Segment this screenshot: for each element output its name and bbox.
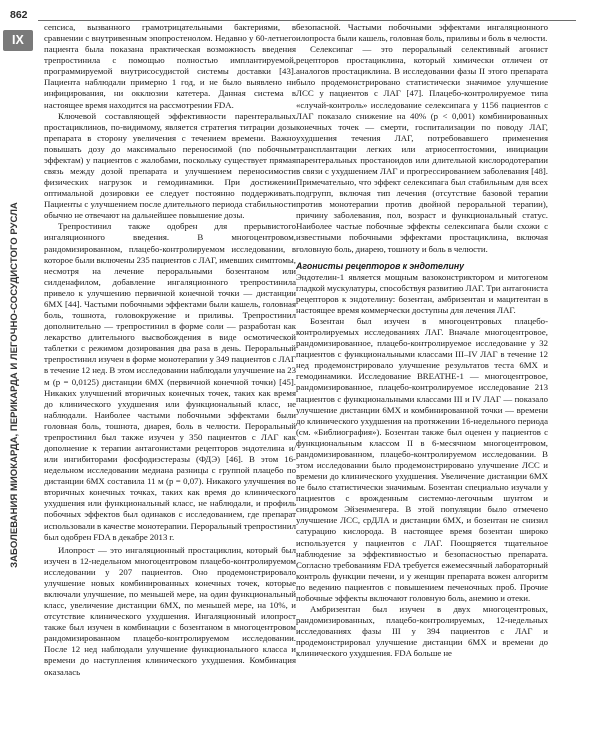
paragraph: Эндотелин-1 является мощным вазоконстриктором и митогеном гладкой мускулатуры, способствуя развитию ЛАГ. Три антагониста рецепторов к эндотелину: бозентан, амбризентан и мацитентан в настоящее время коммерчески доступны для лечения ЛАГ. — [296, 271, 548, 315]
paragraph: Ключевой составляющей эффективности парентеральных простациклинов, по-видимому, является стратегия титрации дозы препарата в сторону увеличения с течением времени. Важно повышать дозу до максимально переносимой (по побочным эффектам) у пациентов с жалобами, поскольку существует прямая связь между дозой препарата и улучшением переносимости физических нагрузок и гемодинамики. При достижении оптимальной дозировки ее следует постоянно поддерживать. Пациенты с улучшением после длительного периода стабильности обычно не отвечают на дальнейшее повышение дозы. — [44, 110, 296, 221]
running-head: ЗАБОЛЕВАНИЯ МИОКАРДА, ПЕРИКАРДА И ЛЕГОЧНО-СОСУДИСТОГО РУСЛА — [9, 202, 20, 568]
paragraph: безопасной. Частыми побочными эффектами ингаляционного илопроста были кашель, головная боль, приливы и боль в челюсти. — [296, 22, 548, 44]
left-column — [44, 22, 296, 678]
paragraph: сепсиса, вызванного грамотрицательными бактериями, в сравнении с внутривенным эпопростенолом. Недавно у 60-летнего пациента была показана практическая возможность введения трепростинила с помощью полностью имплантируемой, программируемой внутрисосудистой системы доставки [43]. Пациента наблюдали примерно 1 год, и не было выявлено ни инфицирования, ни окклюзии катетера. Данная система в настоящее время находится на рассмотрении FDA. — [44, 22, 296, 110]
paragraph: Илопрост — это ингаляционный простациклин, который был изучен в 12-недельном многоцентровом плацебо-контролируемом исследовании у 207 пациентов. Оно продемонстрировало улучшение новых комбинированных конечных точек, которые включали улучшение, по меньшей мере, на один функциональный класс, увеличение дистанции 6МХ, по меньшей мере, на 10%, и отсутствие клинического ухудшения. Ингаляционный илопрост также был изучен в комбинации с бозентаном в многоцентровом рандомизированном плацебо-контролируемом исследовании. После 12 нед наблюдали улучшение функционального класса и времени до наступления клинического ухудшения. Комбинация оказалась — [44, 544, 296, 677]
chapter-number: IX — [12, 33, 24, 47]
page-number: 862 — [10, 9, 28, 21]
header-rule — [38, 20, 576, 21]
paragraph: Селексипаг — это пероральный селективный агонист рецепторов простациклина, который химически отличен от аналогов простациклина. В исследовании фазы II этого препарата было продемонстрировано статистически значимое улучшение ЛСС у пациентов с ЛАГ [47]. Плацебо-контролируемое типа «случай-контроль» исследование селексипага у 1156 пациентов с ЛАГ показало снижение на 40% (p < 0,001) комбинированных конечных точек — смерти, госпитализации по поводу ЛАГ, ухудшения течения ЛАГ, потребовавшего применения трансплантации легких или атриосептостомии, инициации парентеральных простаноидов или длительной кислородотерапии в связи с ухудшением ЛАГ и прогрессированием заболевания [48]. Примечательно, что эффект селексипага был стабильным для всех подгрупп, включая тип лечения (отсутствие базовой терапии против монотерапии против двойной пероральной терапии), причину заболевания, пол, возраст и функциональный статус. Наиболее частые побочные эффекты селексипага были схожи с известными побочными эффектами простациклина, включая головную боль, диарею, тошноту и боль в челюсти. — [296, 44, 548, 254]
section-subheading: Агонисты рецепторов к эндотелину — [296, 260, 465, 271]
right-column — [296, 22, 548, 659]
paragraph: Амбризентан был изучен в двух многоцентровых, рандомизированных, плацебо-контролируемых, 12-недельных исследованиях фазы III у 394 пациентов с ЛАГ и продемонстрировал улучшение дистанции 6МХ и времени до клинического ухудшения. FDA больше не — [296, 603, 548, 659]
paragraph: Трепростинил также одобрен для прерывистого ингаляционного введения. В многоцентровом, рандомизированном, плацебо-контролируемом исследовании, в которое были включены 235 пациентов с ЛАГ, имевших симптомы, несмотря на лечение пероральными бозентаном или силденафилом, добавление ингаляционного трепростинила привело к улучшению первичной конечной точки — дистанции 6МХ [44]. Частыми побочными эффектами были кашель, головная боль, тошнота, головокружение и приливы. Трепростинил дополнительно — трепростинил в форме соли — разработан как лекарство длительного высвобождения в виде осмотической таблетки с режимом дозирования два раза в день. Пероральный трепростинил изучен в форме монотерапии у 349 пациентов с ЛАГ в течение 12 нед. В этом исследовании наблюдали улучшение на 23 м (p = 0,0125) дистанции 6МХ (первичной конечной точки) [45]. Никаких улучшений вторичных конечных точек, таких как время до клинического ухудшения или функциональный класс, не наблюдали. Наиболее частыми побочными эффектами были головная боль, тошнота, диарея, боль в челюсти. Пероральный трепростинил был также изучен у 350 пациентов с ЛАГ как дополнение к терапии антагонистами рецепторов эндотелина и/или ингибиторами фосфодиэстеразы (ФДЭ) [46]. В этом 16-недельном исследовании медиана разницы с группой плацебо по дистанции 6МХ составила 11 м (p = 0,07). Никакого улучшения во вторичных конечных точках, таких как время до клинического ухудшения или функциональный класс, не наблюдали, и профиль побочных эффектов был одинаков с исследованием, где препарат использовали в качестве монотерапии. Пероральный трепростинил был одобрен FDA в декабре 2013 г. — [44, 221, 296, 542]
paragraph: Бозентан был изучен в многоцентровых плацебо-контролируемых исследованиях ЛАГ. Вначале многоцентровое, рандомизированное, плацебо-контролируемое исследование у 32 пациентов с функциональными классами III–IV ЛАГ в течение 12 нед продемонстрировало улучшение результатов теста 6МХ и гемодинамики. Исследование BREATHE-1 — многоцентровое, рандомизированное, плацебо-контролируемое исследование 213 пациентов с функциональными классами III и IV ЛАГ — показало улучшение дистанции 6МХ и комбинированной точки — времени до клинического ухудшения на протяжении 16-недельного периода (см. «Библиография»). Бозентан также был оценен у пациентов с функциональным классом II в 6-месячном многоцентровом, рандомизированном, плацебо-контролируемом исследовании. В этом исследовании было продемонстрировано улучшение ЛСС и времени до клинического ухудшения. Увеличение дистанции 6МХ не было статистически значимым. Бозентан специально изучали у пациентов с врожденным системно-легочным шунтом и синдромом Эйзенменгера. В этой популяции было отмечено улучшение ЛСС, срДЛА и дистанции 6МХ, и бозентан не снизил сатурацию кислорода. В настоящее время бозентан широко используется у пациентов с ЛАГ. Поощряется тщательное наблюдение за эффективностью и безопасностью препарата. Согласно требованиям FDA требуется ежемесячный лабораторный контроль функции печени, и у женщин препарата вожен алгоритм по ведению пациентов с повышением печеночных проб. Прочие побочные эффекты включают головную боль, анемию и отеки. — [296, 315, 548, 603]
